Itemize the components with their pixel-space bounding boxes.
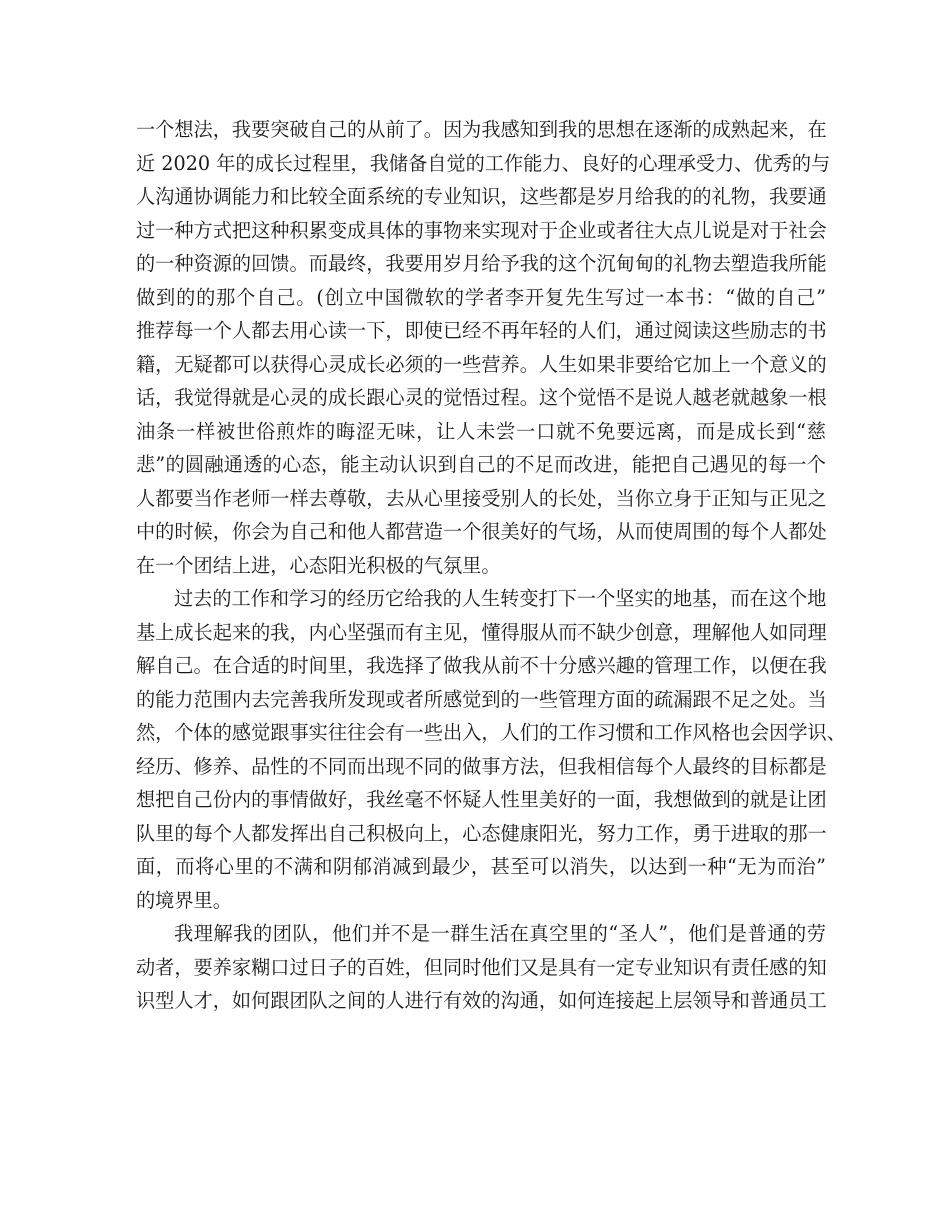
text-line: 过一种方式把这种积累变成具体的事物来实现对于企业或者往大点儿说是对于社会 <box>136 218 827 242</box>
text-line: 人沟通协调能力和比较全面系统的专业知识，这些都是岁月给我的的礼物，我要通 <box>136 185 827 208</box>
text-line: 想把自己份内的事情做好，我丝毫不怀疑人性里美好的一面，我想做到的就是让团 <box>136 788 827 811</box>
text-line: 中的时候，你会为自己和他人都营造一个很美好的气场，从而使周围的每个人都处 <box>136 520 827 543</box>
text-line: 籍，无疑都可以获得心灵成长必须的一些营养。人生如果非要给它加上一个意义的 <box>136 352 827 376</box>
text-line: 油条一样被世俗煎炸的晦涩无味，让人未尝一口就不免要远离，而是成长到“慈 <box>136 419 826 443</box>
text-line: 解自己。在合适的时间里，我选择了做我从前不十分感兴趣的管理工作，以便在我 <box>136 654 827 677</box>
text-line: 识型人才，如何跟团队之间的人进行有效的沟通，如何连接起上层领导和普通员工 <box>136 989 827 1012</box>
text-line: 面，而将心里的不满和阴郁消减到最少，甚至可以消失，以达到一种“无为而治” <box>136 855 826 878</box>
text-line: 的能力范围内去完善我所发现或者所感觉到的一些管理方面的疏漏跟不足之处。当 <box>136 687 827 711</box>
text-line: 的一种资源的回馈。而最终，我要用岁月给予我的这个沉甸甸的礼物去塑造我所能 <box>136 252 827 275</box>
text-line: 动者，要养家糊口过日子的百姓，但同时他们又是具有一定专业知识有责任感的知 <box>136 955 827 979</box>
text-line: 的境界里。 <box>136 888 232 912</box>
text-line: 做到的的那个自己。(创立中国微软的学者李开复先生写过一本书：“做的自己” <box>136 285 826 309</box>
text-line: 推荐每一个人都去用心读一下，即使已经不再年轻的人们，通过阅读这些励志的书 <box>136 319 827 342</box>
text-line: 人都要当作老师一样去尊敬，去从心里接受别人的长处，当你立身于正知与正见之 <box>136 486 827 510</box>
text-line: 一个想法，我要突破自己的从前了。因为我感知到我的思想在逐渐的成熟起来，在 <box>136 118 827 141</box>
text-line: 队里的每个人都发挥出自己积极向上，心态健康阳光，努力工作，勇于进取的那一 <box>136 821 827 845</box>
text-line: 悲”的圆融通透的心态，能主动认识到自己的不足而改进，能把自己遇见的每一个 <box>136 453 826 476</box>
text-line: 过去的工作和学习的经历它给我的人生转变打下一个坚实的地基，而在这个地 <box>174 587 827 610</box>
text-line: 然，个体的感觉跟事实往往会有一些出入，人们的工作习惯和工作风格也会因学识、 <box>136 721 846 744</box>
body-text <box>136 113 846 1018</box>
text-line: 我理解我的团队，他们并不是一群生活在真空里的“圣人”，他们是普通的劳 <box>174 922 826 945</box>
text-line: 在一个团结上进，心态阳光积极的气氛里。 <box>136 553 501 577</box>
text-line: 基上成长起来的我，内心坚强而有主见，懂得服从而不缺少创意，理解他人如同理 <box>136 620 827 644</box>
text-line: 近 2020 年的成长过程里，我储备自觉的工作能力、良好的心理承受力、优秀的与 <box>136 151 831 175</box>
text-line: 经历、修养、品性的不同而出现不同的做事方法，但我相信每个人最终的目标都是 <box>136 754 827 778</box>
text-line: 话，我觉得就是心灵的成长跟心灵的觉悟过程。这个觉悟不是说人越老就越象一根 <box>136 386 827 409</box>
